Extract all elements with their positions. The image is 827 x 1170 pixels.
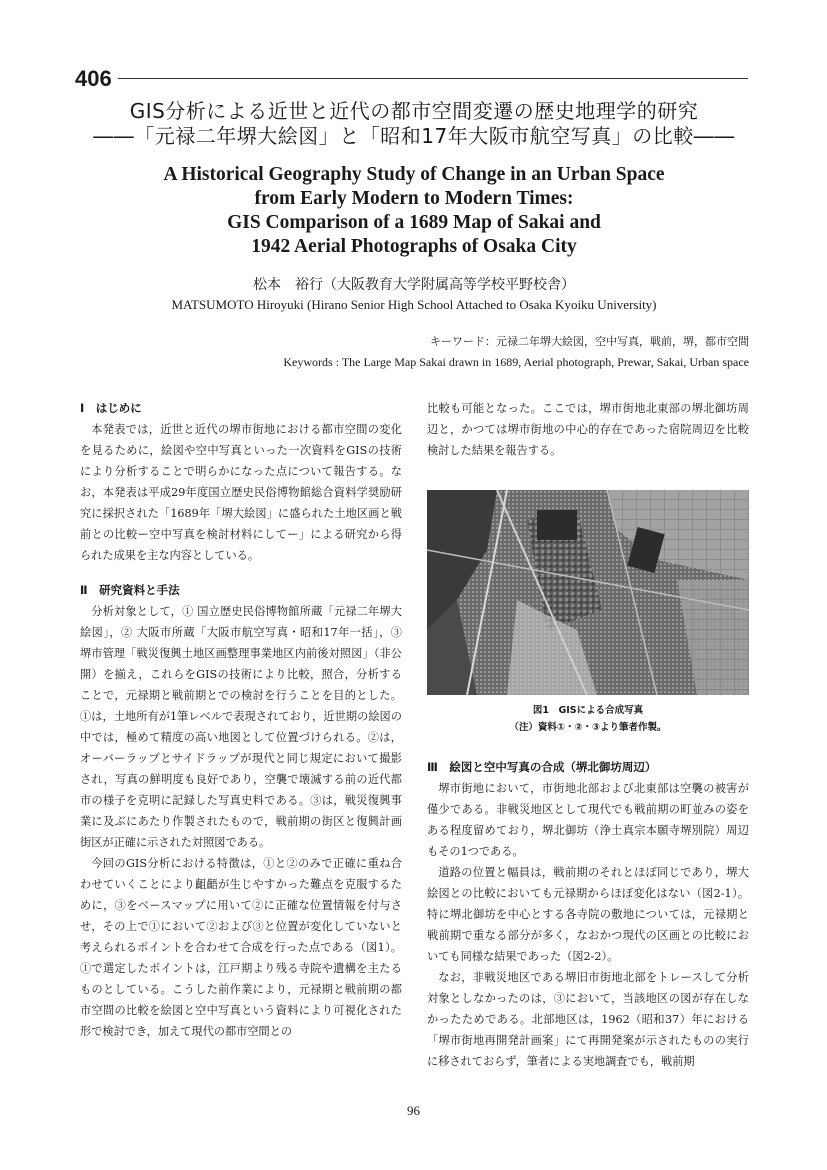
author-english: MATSUMOTO Hiroyuki (Hirano Senior High School Attached to Osaka Kyoiku University) — [171, 297, 657, 312]
japanese-title-line-2: ――「元禄二年堺大絵図」と「昭和17年大阪市航空写真」の比較―― — [93, 124, 735, 148]
english-title-line-3: GIS Comparison of a 1689 Map of Sakai and — [227, 212, 601, 233]
section-3-heading: Ⅲ 絵図と空中写真の合成（堺北御坊周辺） — [427, 760, 657, 774]
right-column-paragraph: 比較も可能となった。ここでは，堺市街地北東部の堺北御坊周辺と，かつては堺市街地の中心的存在であった宿院周辺を比較検討した結果を報告する。 — [427, 402, 749, 457]
header-rule — [118, 78, 748, 79]
section-2-paragraph-1: 分析対象として，① 国立歴史民俗博物館所蔵「元禄二年堺大絵図」，② 大阪市所蔵「大阪市航空写真・昭和17年一括」，③ 堺市管理「戦災復興土地区画整理事業地区内前後対照図」（非公開）を揃え，これらをGISの技術により比較，照合，分析することで，元禄期と戦前期とでの検討を行うことを目的とした。①は，土地所有が1筆レベルで表現されており，近世期の絵図の中では，極めて精度の高い地図として位置づけられる。②は，オーバーラップとサイドラップが現代と同じ規定において撮影され，写真の鮮明度も良好であり，空襲で壊滅する前の近代都市の様子を克明に記録した写真史料である。③は，戦災復興事業に及ぶにあたり作製されたもので，戦前期の街区と復興計画街区が正確に示された対照図である。 — [80, 605, 402, 849]
keywords-japanese: キーワード：元禄二年堺大絵図，空中写真，戦前，堺，都市空間 — [430, 335, 749, 348]
page-number: 96 — [407, 1103, 420, 1118]
right-column-bottom — [427, 757, 749, 1072]
section-2-paragraph-2: 今回のGIS分析における特徴は，①と②のみで正確に重ね合わせていくことにより齟齬が生じやすかった難点を克服するために，③をベースマップに用いて②に正確な位置情報を付与させ，その上で①において②および③と位置が変化していないと考えられるポイントを合わせて合成を行った点である（図1）。①で選定したポイントは，江戸期より残る寺院や遺構を主たるものとしている。こうした前作業により，元禄期と戦前期の都市空間の比較を絵図と空中写真という資料により可視化された形で検討でき，加えて現代の都市空間との — [80, 857, 402, 1038]
section-1-heading: Ⅰ はじめに — [80, 401, 142, 415]
english-title-line-2: from Early Modern to Modern Times: — [254, 188, 574, 209]
section-2-heading: Ⅱ 研究資料と手法 — [80, 583, 180, 597]
section-3-paragraph-1: 堺市街地において，市街地北部および北東部は空襲の被害が僅少である。非戦災地区として現代でも戦前期の町並みの姿をある程度留めており，堺北御坊（浄土真宗本願寺堺別院）周辺もその1つである。 — [427, 782, 749, 858]
english-title-line-1: A Historical Geography Study of Change in an Urban Space — [163, 164, 665, 185]
right-column-top — [427, 398, 749, 461]
figure-1-note: （注）資料①・②・③より筆者作製。 — [509, 722, 667, 733]
author-japanese: 松本 裕行（大阪教育大学附属高等学校平野校舎） — [253, 277, 575, 293]
english-title-line-4: 1942 Aerial Photographs of Osaka City — [251, 236, 577, 257]
section-3-paragraph-2: 道路の位置と幅員は，戦前期のそれとほぼ同じであり，堺大絵図との比較においても元禄期からほぼ変化はない（図2-1）。特に堺北御坊を中心とする各寺院の敷地については，元禄期と戦前期で重なる部分が多く，なおかつ現代の区画との比較においても同様な結果であった（図2-2）。 — [427, 866, 749, 963]
japanese-title-line-1: GIS分析による近世と近代の都市空間変遷の歴史地理学的研究 — [129, 99, 699, 123]
paper-number: 406 — [75, 66, 112, 91]
figure-1-caption: 図1 GISによる合成写真 — [532, 705, 644, 716]
aerial-photo-image — [427, 490, 749, 695]
left-column — [80, 398, 402, 1042]
section-3-paragraph-3: なお，非戦災地区である堺旧市街地北部をトレースして分析対象としなかったのは，③において，当該地区の図が存在しなかったためである。北部地区は，1962（昭和37）年における「堺市街地再開発計画案」にて再開発案が示されたものの実行に移されておらず，筆者による実地調査でも，戦前期 — [427, 971, 749, 1068]
keywords-english: Keywords : The Large Map Sakai drawn in 1689, Aerial photograph, Prewar, Sakai, Urban space — [283, 355, 749, 369]
aerial-photo-figure — [427, 490, 749, 695]
section-1-paragraph: 本発表では，近世と近代の堺市街地における都市空間の変化を見るために，絵図や空中写真といった一次資料をGISの技術により分析することで明らかになった点について報告する。なお，本発表は平成29年度国立歴史民俗博物館総合資料学奨励研究に採択された「1689年「堺大絵図」に盛られた土地区画と戦前との比較ー空中写真を検討材料にしてー」による研究から得られた成果を主な内容としている。 — [80, 423, 402, 562]
